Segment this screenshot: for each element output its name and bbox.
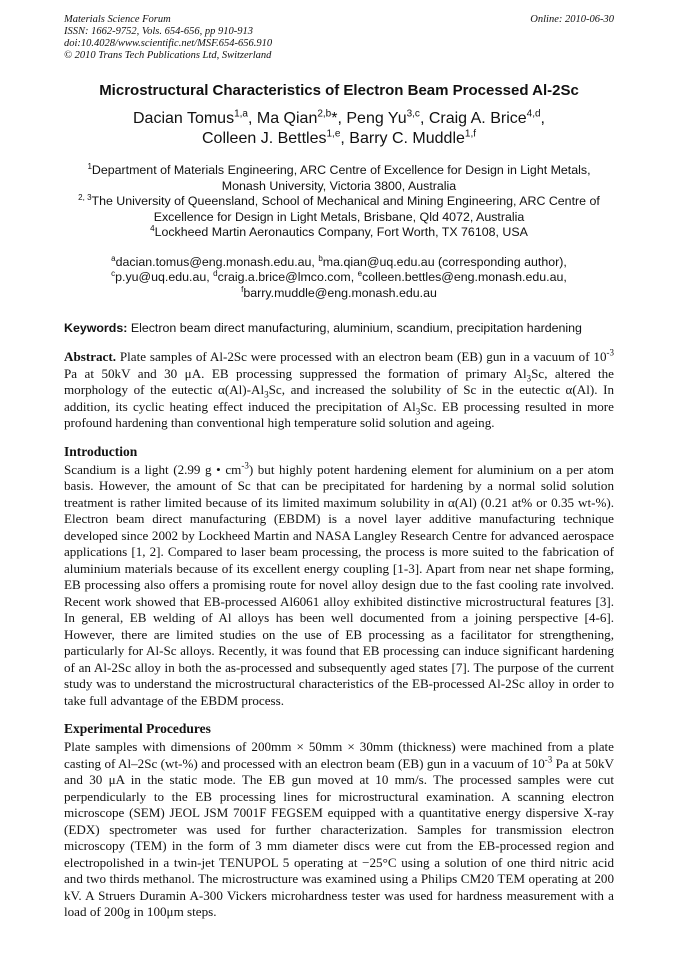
affiliation-line: Lockheed Martin Aeronautics Company, Fort Worth, TX 76108, USA (154, 225, 528, 239)
paper-title: Microstructural Characteristics of Electron Beam Processed Al-2Sc (99, 82, 579, 99)
online-date: Online: 2010-06-30 (530, 14, 614, 25)
journal-header (64, 14, 614, 62)
author-name: Ma Qian (256, 110, 318, 127)
email-link[interactable]: ma.qian@uq.edu.au (corresponding author), (322, 254, 567, 269)
author-name: Dacian Tomus (132, 110, 235, 127)
keywords (64, 321, 614, 335)
author-list: Dacian Tomus$^{1,a}$, Ma Qian$^{2,b}$*, Peng Yu$^{3,c}$, Craig A. Brice$^{4,d}$, Colleen J. Bettles$^{1,e}$, Barry C. Muddle$^{1,f}$ (132, 108, 545, 147)
journal-name: Materials Science Forum (64, 14, 171, 25)
author-superscript: 4,d (526, 108, 541, 120)
issn: ISSN: 1662-9752, Vols. 654-656, pp 910-913 (64, 26, 253, 37)
keywords-label: Keywords: (64, 321, 128, 335)
author-superscript: 1,f (464, 128, 477, 140)
abstract-text: Sc, and increased the solubility of Sc in the eutectic α(Al). In addition, its cyclic heating effect induced the precipitation of Al (64, 382, 614, 414)
introduction-sup: -3 (241, 460, 249, 471)
email-link[interactable]: colleen.bettles@eng.monash.edu.au, (362, 270, 567, 284)
author-name: Colleen J. Bettles (201, 130, 327, 147)
abstract-sub: 3 (415, 406, 421, 417)
author-superscript: 1,e (326, 128, 341, 140)
affiliation-superscript: 1 (87, 161, 92, 171)
affiliation-line: The University of Queensland, School of Mechanical and Mining Engineering, ARC Centre of (91, 194, 600, 208)
email-link[interactable]: dacian.tomus@eng.monash.edu.au, (115, 254, 315, 269)
author-superscript: 2,b (317, 108, 332, 120)
section-heading-introduction: Introduction (64, 443, 138, 459)
abstract-sub: 3 (264, 389, 269, 400)
experimental-body (64, 739, 614, 921)
email-list: $^a$dacian.tomus@eng.monash.edu.au, $^b$ma.qian@uq.edu.au (corresponding author), $^c$p.yu@uq.edu.au, $^d$craig.a.brice@lmco.com, $^e$colleen.bettles@eng.monash.edu.au, $^f$barry.muddle@eng.monash.edu.au (111, 253, 567, 300)
experimental-text: Plate samples with dimensions of 200mm × 50mm × 30mm (thickness) were machined from a plate casting of Al–2Sc (wt-%) and processed with an electron beam (EB) gun in a vacuum of 10 (64, 739, 614, 771)
section-heading-experimental: Experimental Procedures (64, 721, 211, 736)
abstract-text: Sc, altered the morphology of the eutectic α(Al)-Al (64, 365, 614, 397)
introduction-body (64, 462, 614, 710)
introduction-text: Scandium is a light (2.99 g • cm (64, 461, 242, 477)
email-link[interactable]: p.yu@uq.edu.au, (115, 270, 210, 284)
abstract-sub: 3 (526, 373, 532, 384)
affiliation-superscript: 4 (150, 223, 155, 233)
author-name: Peng Yu (346, 110, 407, 127)
keywords-text: Electron beam direct manufacturing, aluminium, scandium, precipitation hardening (130, 321, 582, 335)
affiliation-line: Monash University, Victoria 3800, Australia (221, 178, 457, 193)
abstract (64, 349, 614, 432)
experimental-sup: -3 (544, 754, 553, 765)
abstract-sup: -3 (606, 347, 615, 358)
introduction-text: ) but highly potent hardening element for aluminium on a per atom basis. However, the amount of Sc that can be precipitated for hardening by a normal solid solution treatment is rather limited because of its limited maximum solubility in α(Al) (0.21 at% or 0.35 wt-%). Electron beam direct manufacturing (EBDM) is a novel layer additive manufacturing technique developed since 2002 by Lockheed Martin and NASA Langley Research Centre for advanced aerospace applications [1, 2]. Compared to laser beam processing, the process is more suited to the fabrication of aluminium materials because of its excellent energy coupling [1-3]. Apart from near net shape forming, EB processing also offers a promising route for novel alloy design due to the fast cooling rate involved. Recent work showed that EB-processed Al6061 alloy exhibited distinctive microstructural features [3]. In general, EB welding of Al alloys has been well documented from a joining perspective [4-6]. However, there are limited studies on the use of EB processing as a facilitator for strengthening, particularly for Al-Sc alloys. Recently, it was found that EB processing can induce significant hardening of an Al-2Sc alloy in both the as-processed and subsequently aged states [7]. The purpose of the current study was to understand the microstructural characteristics of the EB-processed Al-2Sc alloy in order to take full advantage of the EBDM process. (64, 461, 614, 708)
abstract-text: Plate samples of Al-2Sc were processed with an electron beam (EB) gun in a vacuum of 10 (119, 349, 607, 364)
copyright: © 2010 Trans Tech Publications Ltd, Switzerland (64, 50, 272, 61)
abstract-text: Pa at 50kV and 30 μA. EB processing suppressed the formation of primary Al (64, 365, 527, 381)
affiliation-line: Department of Materials Engineering, ARC Centre of Excellence for Design in Light Metals, (91, 163, 591, 177)
author-superscript: 1,a (234, 108, 248, 120)
affiliations (64, 163, 614, 241)
abstract-label: Abstract. (64, 349, 116, 364)
author-name: Craig A. Brice (428, 110, 527, 127)
abstract-text: Sc. EB processing resulted in more profound hardening than conventional high temperature solid solution and ageing. (64, 398, 614, 430)
affiliation-superscript: 2, 3 (78, 192, 92, 202)
doi: doi:10.4028/www.scientific.net/MSF.654-656.910 (64, 38, 273, 49)
author-name: Barry C. Muddle (349, 130, 465, 147)
email-link[interactable]: craig.a.brice@lmco.com, (217, 270, 355, 284)
experimental-text: Pa at 50kV and 30 μA in the static mode. The EB gun moved at 10 mm/s. The processed samples were cut perpendicularly to the EB processing lines for microstructural examination. A scanning electron microscope (SEM) JEOL JSM 7001F FEGSEM equipped with a quantitative energy dispersive X-ray (EDX) spectrometer was used for further characterization. Samples for transmission electron microscopy (TEM) in the form of 3 mm diameter discs were cut from the EB-processed region and electropolished in a twin-jet TENUPOL 5 operating at −25°C using a solution of one third nitric acid and two thirds methanol. The microstructure was examined using a Philips CM20 TEM operating at 200 kV. A Struers Duramin A-300 Vickers microhardness tester was used for hardness measurement with a load of 200g in 100μm steps. (64, 755, 614, 919)
affiliation-line: Excellence for Design in Light Metals, Brisbane, Qld 4072, Australia (153, 209, 525, 224)
author-superscript: 3,c (406, 108, 420, 120)
email-link[interactable]: barry.muddle@eng.monash.edu.au (243, 285, 437, 300)
